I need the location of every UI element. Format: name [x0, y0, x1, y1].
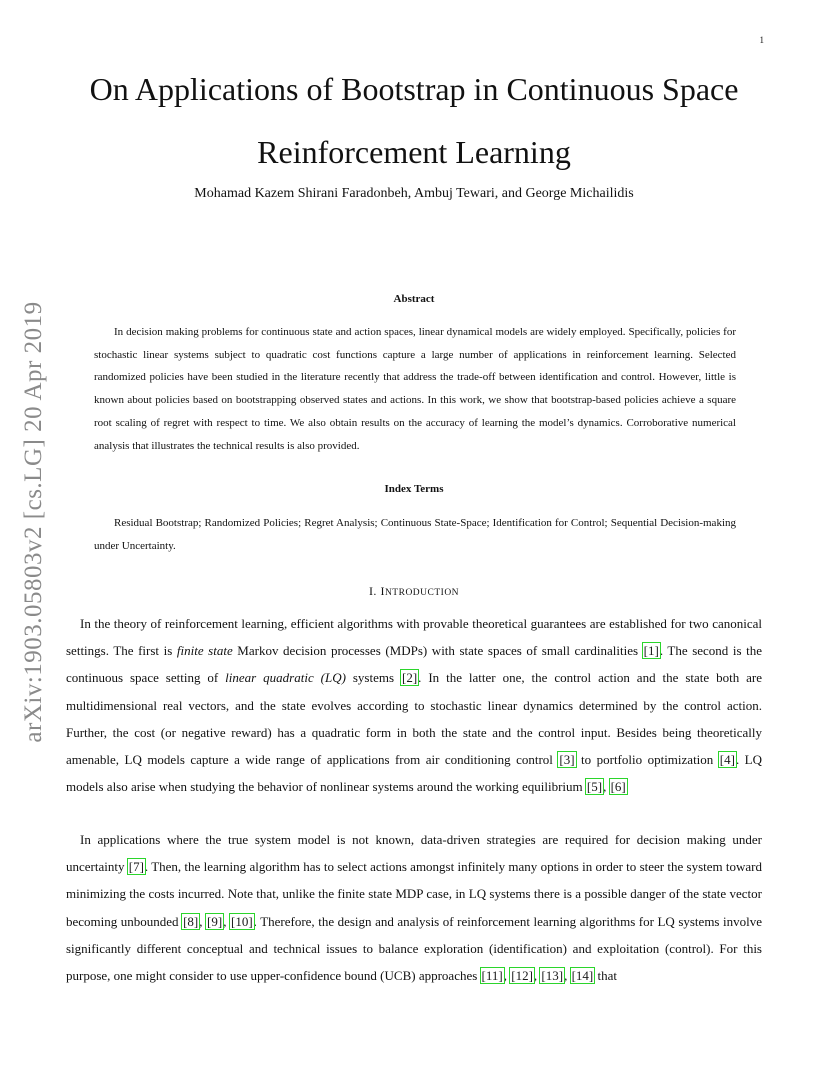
- text-span: ,: [603, 779, 610, 795]
- citation-link[interactable]: [7]: [128, 859, 144, 875]
- text-span: ,: [533, 968, 541, 984]
- emphasis: finite state: [176, 643, 233, 659]
- introduction-paragraph-1: [66, 610, 762, 800]
- citation-link[interactable]: [6]: [610, 779, 626, 795]
- arxiv-stamp: arXiv:1903.05803v2 [cs.LG] 20 Apr 2019: [20, 301, 47, 743]
- emphasis: linear quadratic (LQ): [225, 670, 346, 686]
- text-span: . LQ models also arise when studying the behavior of nonlinear systems around the working equilibrium: [66, 752, 762, 795]
- text-span: . Then, the learning algorithm has to select actions amongst infinitely many options in order to steer the system toward minimizing the costs incurred. Note that, unlike the finite state MDP case, in LQ systems there is a possible danger of the state vector becoming unbounded: [66, 859, 762, 929]
- citation-link[interactable]: [12]: [511, 968, 533, 984]
- citation-link[interactable]: [2]: [401, 670, 418, 686]
- text-span: that: [594, 968, 617, 984]
- authors: Mohamad Kazem Shirani Faradonbeh, Ambuj Tewari, and George Michailidis: [194, 186, 634, 201]
- text-span: In the theory of reinforcement learning, efficient algorithms with provable theoretical guarantees are established for two canonical settings. The first is: [66, 616, 762, 659]
- text-span: In applications where the true system model is not known, data-driven strategies are required for decision making under uncertainty: [66, 832, 762, 875]
- index-terms-heading: Index Terms: [384, 483, 444, 495]
- text-span: . The second is the continuous space setting of: [66, 643, 763, 686]
- text-span: Markov decision processes (MDPs) with state spaces of small cardinalities: [232, 643, 643, 659]
- text-span: . Therefore, the design and analysis of reinforcement learning algorithms for LQ systems involve significantly different conceptual and technical issues to balance exploration (identification) and exploitation (control). For this purpose, one might consider to use upper-confidence bound (UCB) approaches: [66, 913, 763, 984]
- section-heading-initial: I: [380, 584, 385, 598]
- paper-title: On Applications of Bootstrap in Continuous Space Reinforcement Learning: [89, 71, 739, 170]
- text-span: . In the latter one, the control action and the state both are multidimensional real vectors, and the state evolves according to stochastic linear dynamics determined by the control action. Further, the cost (or negative reward) has a quadratic form in both the state and the control input. Besides being theoretically amenable, LQ models capture a wide range of applications from air conditioning control: [66, 670, 763, 768]
- introduction-heading: [80, 584, 748, 599]
- citation-link[interactable]: [13]: [541, 968, 564, 984]
- text-span: systems: [345, 670, 401, 686]
- index-terms-text: Residual Bootstrap; Randomized Policies; Regret Analysis; Continuous State-Space; Identification for Control; Sequential Decision-making under Uncertainty.: [94, 517, 736, 552]
- text-span: ,: [564, 968, 571, 984]
- citation-link[interactable]: [10]: [230, 913, 253, 929]
- citation-link[interactable]: [9]: [207, 913, 223, 929]
- citation-link[interactable]: [14]: [571, 968, 594, 984]
- abstract-text: In decision making problems for continuous state and action spaces, linear dynamical models are widely employed. Specifically, policies for stochastic linear systems subject to quadratic cost functions capture a large number of applications in reinforcement learning. Selected randomized policies have been studied in the literature recently that address the trade-off between identification and control. However, little is known about policies based on bootstrapping observed states and actions. In this work, we show that bootstrap-based policies achieve a square root scaling of regret with respect to time. We also obtain results on the accuracy of learning the model’s dynamics. Corroborative numerical analysis that illustrates the technical results is also provided.: [94, 326, 736, 452]
- section-heading-rest: NTRODUCTION: [384, 588, 460, 598]
- text-span: ,: [503, 968, 511, 984]
- citation-link[interactable]: [4]: [719, 752, 735, 768]
- text-span: ,: [199, 913, 207, 929]
- citation-link[interactable]: [5]: [586, 779, 603, 795]
- abstract-heading: Abstract: [393, 293, 435, 305]
- page-number: 1: [759, 35, 764, 45]
- citation-link[interactable]: [1]: [643, 643, 659, 659]
- citation-link[interactable]: [11]: [481, 968, 503, 984]
- citation-link[interactable]: [3]: [559, 752, 575, 768]
- citation-link[interactable]: [8]: [183, 913, 199, 929]
- section-numeral: I.: [368, 584, 377, 598]
- text-span: ,: [223, 913, 230, 929]
- text-span: to portfolio optimization: [575, 752, 719, 768]
- introduction-paragraph-2: [66, 826, 762, 989]
